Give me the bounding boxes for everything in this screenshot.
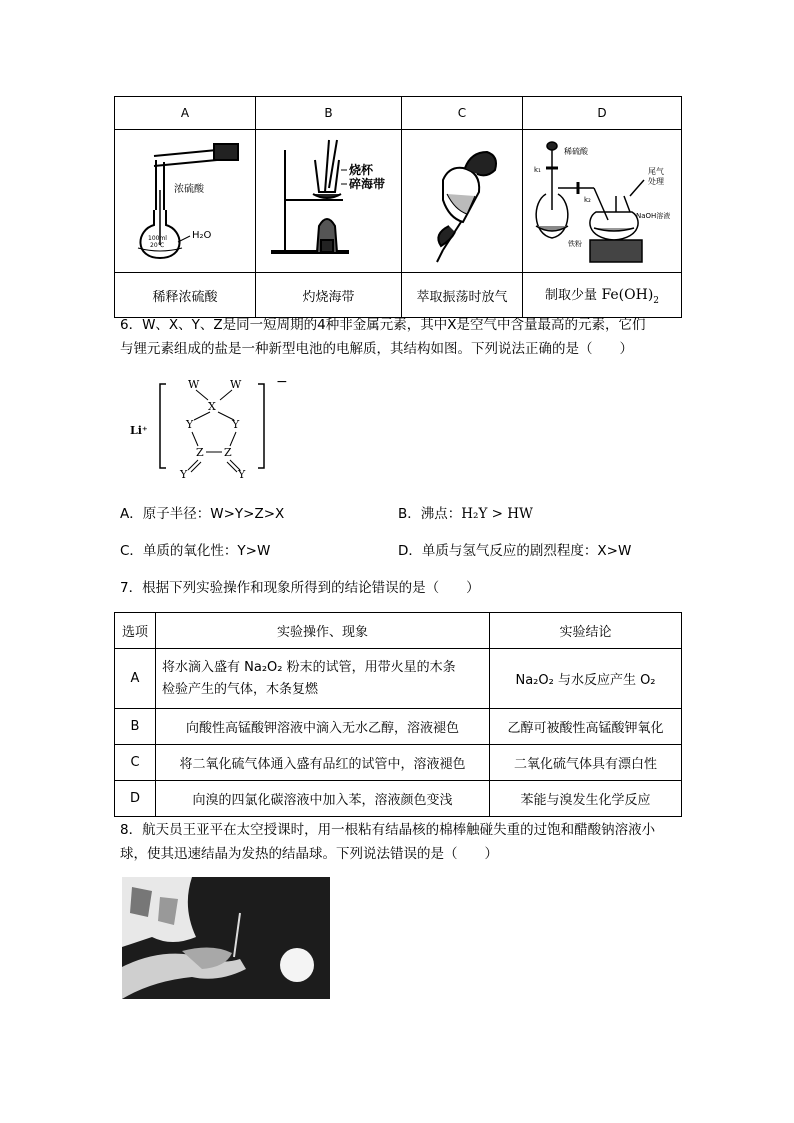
li-ion: Li⁺ xyxy=(130,424,148,437)
atom-w-left: W xyxy=(188,378,200,391)
label-flask-temp: 20℃ xyxy=(150,242,165,249)
label-flask-vol: 100ml xyxy=(148,235,167,242)
dilution-diagram xyxy=(116,130,254,268)
fe-oh2-diagram xyxy=(524,130,680,268)
q7-header-operation: 实验操作、现象 xyxy=(156,613,490,649)
apparatus-d xyxy=(523,130,682,273)
header-b: B xyxy=(256,97,402,130)
caption-c: 萃取振荡时放气 xyxy=(402,273,523,318)
label-tail-gas: 尾气 xyxy=(648,167,664,176)
q7-table xyxy=(114,612,682,817)
apparatus-a xyxy=(115,130,256,273)
caption-d: 制取少量 $Fe(OH)_2$ xyxy=(523,273,682,318)
label-naoh: NaOH溶液 xyxy=(636,212,671,220)
q7-header-conclusion: 实验结论 xyxy=(490,613,682,649)
photo-illustration xyxy=(122,877,330,999)
atom-x: X xyxy=(208,400,216,413)
q6-stem: 6．W、X、Y、Z是同一短周期的4种非金属元素，其中X是空气中含量最高的元素，它们 与锂元素组成的盐是一种新型电池的电解质，其结构如图。下列说法正确的是（ ） xyxy=(120,317,646,357)
header-d: D xyxy=(523,97,682,130)
q7-header-option: 选项 xyxy=(115,613,156,649)
atom-y-left: Y xyxy=(186,418,194,431)
caption-a: 稀释浓硫酸 xyxy=(115,273,256,318)
crystal-ball-photo xyxy=(122,877,330,999)
q6-option-a: A．原子半径：W>Y>Z>X xyxy=(120,506,285,522)
atom-z-left: Z xyxy=(196,446,204,459)
q6-structure xyxy=(126,376,286,486)
label-acid: 浓硫酸 xyxy=(174,184,204,195)
label-k1: k₁ xyxy=(534,166,541,174)
atom-y-bottom-right: Y xyxy=(238,468,246,481)
q8-stem: 8．航天员王亚平在太空授课时，用一根粘有结晶核的棉棒触碰失重的过饱和醋酸钠溶液小 球，使其迅速结晶为发热的结晶球。下列说法错误的是（ ） xyxy=(120,822,656,862)
burning-diagram xyxy=(257,130,400,268)
extraction-diagram xyxy=(403,130,521,268)
label-dilute-acid: 稀硫酸 xyxy=(564,147,588,156)
atom-y-bottom-left: Y xyxy=(180,468,188,481)
q7-stem: 7．根据下列实验操作和现象所得到的结论错误的是（ ） xyxy=(120,580,480,596)
anion-charge: − xyxy=(276,374,288,390)
header-c: C xyxy=(402,97,523,130)
apparatus-c xyxy=(402,130,523,273)
label-beaker: 烧杯 xyxy=(349,163,374,177)
label-water: H₂O xyxy=(192,230,212,241)
header-a: A xyxy=(115,97,256,130)
label-seaweed: 碎海带 xyxy=(349,177,386,191)
apparatus-b xyxy=(256,130,402,273)
apparatus-table xyxy=(114,96,682,318)
table-row: A 将水滴入盛有 Na₂O₂ 粉末的试管，用带火星的木条 检验产生的气体，木条复燃 Na₂O₂ 与水反应产生 O₂ xyxy=(115,649,682,709)
atom-z-right: Z xyxy=(224,446,232,459)
label-treatment: 处理 xyxy=(648,177,664,186)
atom-y-right: Y xyxy=(232,418,240,431)
table-row: B 向酸性高锰酸钾溶液中滴入无水乙醇，溶液褪色 乙醇可被酸性高锰酸钾氧化 xyxy=(115,709,682,745)
atom-w-right: W xyxy=(230,378,242,391)
table-row: C 将二氧化硫气体通入盛有品红的试管中，溶液褪色 二氧化硫气体具有漂白性 xyxy=(115,745,682,781)
label-k2: k₂ xyxy=(584,196,591,204)
q6-option-c: C．单质的氧化性：Y>W xyxy=(120,543,271,559)
fe-oh-formula: Fe(OH) xyxy=(601,287,654,304)
q6-option-b: B．沸点：H₂Y > HW xyxy=(398,506,533,522)
label-iron: 铁粉 xyxy=(568,240,582,248)
caption-b: 灼烧海带 xyxy=(256,273,402,318)
table-row: D 向溴的四氯化碳溶液中加入苯，溶液颜色变浅 苯能与溴发生化学反应 xyxy=(115,781,682,817)
q6-option-d: D．单质与氢气反应的剧烈程度：X>W xyxy=(398,543,632,559)
